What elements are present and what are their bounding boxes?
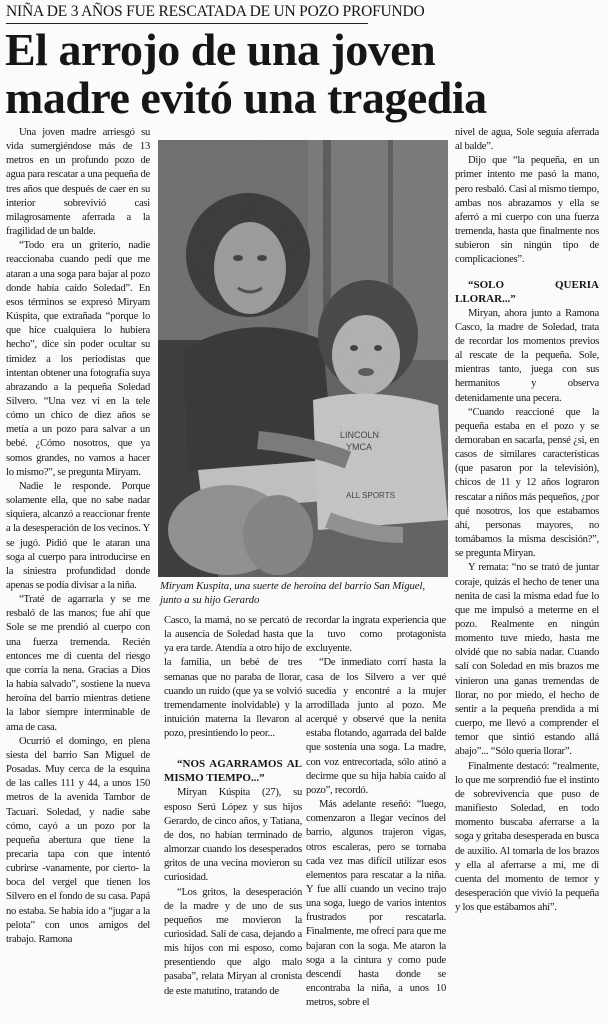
article-column-1: [6, 126, 150, 947]
paragraph: Una joven madre arriesgó su vida sumergiéndose más de 13 metros en un profundo pozo de agua para rescatar a una pequeña de tres años que después de caer en su interior sobrevivió casi milagrosamente aferrada a la fragilidad de un balde.: [6, 127, 150, 238]
shirt-text: ALL SPORTS: [346, 491, 395, 500]
subhead: “NOS AGARRAMOS AL MISMO TIEMPO...”: [164, 758, 302, 785]
article-column-4: [455, 126, 599, 915]
paragraph: Ocurrió el domingo, en plena siesta del barrio San Miguel de Posadas. Muy cerca de la esquina de las calles 111 y 44, a unos 150 metros de la avenida Tambor de Tacuarí. Soledad, y nadie sabe cómo, cayó a un pozo por la pequeña abertura que tiene la precaria tapa con que intentó cubrirse -vanamente, por cierto- la boca del vergel que tienen los Silvero en el fondo de su casa. Papá no estaba. Se había ido a “jugar a la pelota” con unos amigos del trabajo. Ramona: [6, 735, 150, 945]
paragraph: “Cuando reaccioné que la pequeña estaba en el pozo y se demoraban en sacarla, pensé ¿si, en casos de similares características (que pasaron por la televisión), chicos de 11 y 12 años lograron rescatar a niños más pequeños, ¿por qué nosotros, los que estabamos ahí, personas mayores, no tomábamos la misma descisión?”, se pregunta Miryan.: [455, 406, 599, 560]
paragraph: Más adelante reseñó: “luego, comenzaron a llegar vecinos del barrio, algunos trajeron vigas, otros escaleras, pero se tornaba cada vez mas difícil utilizar esos elementos para rescatar a la niña. Y fue allí cuando un vecino trajo una soga, luego de varios intentos frustrados por rescatarla. Finalmente, me ofrecí para que me bajaran con la soga. Me ataron la soga a la cintura y como pude descendí hasta donde se encontraba la niña, a unos 10 metros, sobre el: [306, 799, 446, 1009]
paragraph: “Todo era un griterío, nadie reaccionaba cuando pedí que me ataran a una soga para bajar al pozo donde había caído Soledad”. En esos términos se expresó Miryam Kúspita, que extrañada “porque lo que hice cualquiera lo hubiera hecho”, dice sin poder ocultar su timidez a los periodistas que intentan obtener una fotografía suya abrazando a la pequeña Soledad Silvero. “Una vez vi en la tele cómo un chico de diez años se metía a un pozo para salvar a un bebé. ¿Cómo nosotros, que ya somos grandes, no vamos a hacer lo mismo?”, se pregunta Miryam.: [6, 240, 150, 478]
headline-line-2: madre evitó una tragedia: [5, 72, 487, 123]
subhead: “SOLO QUERIA LLORAR...”: [455, 278, 599, 305]
paragraph: Miryan Kúspita (27), su esposo Serú López y sus hijos Gerardo, de cinco años, y Tatiana, de dos, no habían terminado de almorzar cuando los desesperados gritos de una vecina movieron su curiosidad.: [164, 787, 302, 884]
paragraph: “Los gritos, la desesperación de la madre y de uno de sus pequeños me movieron la curiosidad. Salí de casa, dejando a mis hijos con mi esposo, como presentiendo que algo malo pasaba”, relata Miryan al cronista de este matutino, tratando de: [164, 886, 302, 997]
paragraph: “Traté de agarrarla y se me resbaló de las manos; fue ahí que Sole se me prendió al cuerpo con una fuerza tremenda. Recién entonces me di cuenta del riesgo que corría la nena. Gracias a Dios la había salvado”, sostiene la nueva heroína del barrio mientras detiene la labor siempre interminable de ama de casa.: [6, 594, 150, 733]
paragraph: Dijo que “la pequeña, en un primer intento me pasó la mano, pero resbaló. Casi al mismo tiempo, ambas nos abrazamos y ella se aferró a mi cuerpo con una fuerza tremenda, hasta que finalmente nos subieron sin ningún tipo de complicaciones”.: [455, 155, 599, 266]
headline-line-1: El arrojo de una joven: [5, 24, 436, 75]
paragraph: Miryan, ahora junto a Ramona Casco, la madre de Soledad, trata de recordar los momentos previos al rescate de la pequeña. Sole, mientras tanto, juega con sus hermanitos y observa detenidamente una pecera.: [455, 307, 599, 404]
shirt-text: LINCOLN: [340, 430, 380, 440]
headline: [5, 26, 605, 122]
photo-caption: Miryam Kuspita, una suerte de heroína del barrio San Miguel, junto a su hijo Gerardo: [160, 580, 425, 606]
paragraph: Finalmente destacó: “realmente, lo que me sorprendió fue el instinto de sobrevivencia que puso de manifiesto Soledad, en todo momento buscaba aferrarse a la soga y gritaba desesperada en busca de auxilio. Al tomarla de los brazos y ella al aferrarse a mí, me di cuenta del momento de temor y desesperación que vivió la pequeña y los que estábamos ahí”.: [455, 760, 599, 914]
article-column-2: [164, 614, 302, 999]
paragraph: “De inmediato corrí hasta la casa de los Silvero a ver qué sucedía y encontré a la mujer arrodillada junto al pozo. Me acerqué y observé que la nenita estaba flotando, agarrada del balde que sostenía una soga. La madre, con voz entrecortada, sólo atinó a decirme que su hija había caído al pozo”, recordó.: [306, 657, 446, 796]
kicker: NIÑA DE 3 AÑOS FUE RESCATADA DE UN POZO PROFUNDO: [6, 2, 368, 24]
photo-mother-and-son: [158, 140, 448, 577]
paragraph: nivel de agua, Sole seguía aferrada al balde”.: [455, 127, 599, 153]
article-column-3: [306, 614, 446, 1010]
paragraph: recordar la ingrata experiencia que la tuvo como protagonista excluyente.: [306, 615, 446, 655]
paragraph: Nadie le responde. Porque solamente ella, que no sabe nadar siquiera, alcanzó a reaccionar frente a la desesperación de los vecinos. Y se jugó. Pidió que le ataran una soga al cuerpo para introducirse en la siniestra profundidad donde apenas se podía divisar a la niña.: [6, 480, 150, 591]
shirt-text: YMCA: [346, 442, 373, 452]
news-photo: [158, 140, 448, 577]
paragraph: Y remata: “no se trató de juntar coraje, quizás el hecho de tener una nenita de casi la misma edad fue lo que me impulsó a meterme en el pozo. Realmente en ningún momento tuve miedo, hasta me olvidé que no sabía nadar. Cuando salí con Soledad en mis brazos me vinieron una ganas tremendas de llorar, no por miedo, el hecho de sentir a la pequeña prendida a mi cuerpo, me llevó a comprender el temor que sintió estando allá abajo”... “Sólo quería llorar”.: [455, 562, 599, 758]
paragraph: Casco, la mamá, no se percató de la ausencia de Soledad hasta que ya era tarde. Atendía a otro hijo de la familia, un bebé de tres semanas que no paraba de llorar, cuando un ruido (que ya se volvió tremendamente inolvidable) y la intuición materna la llevaron al pozo, presintiendo lo peor...: [164, 615, 302, 740]
